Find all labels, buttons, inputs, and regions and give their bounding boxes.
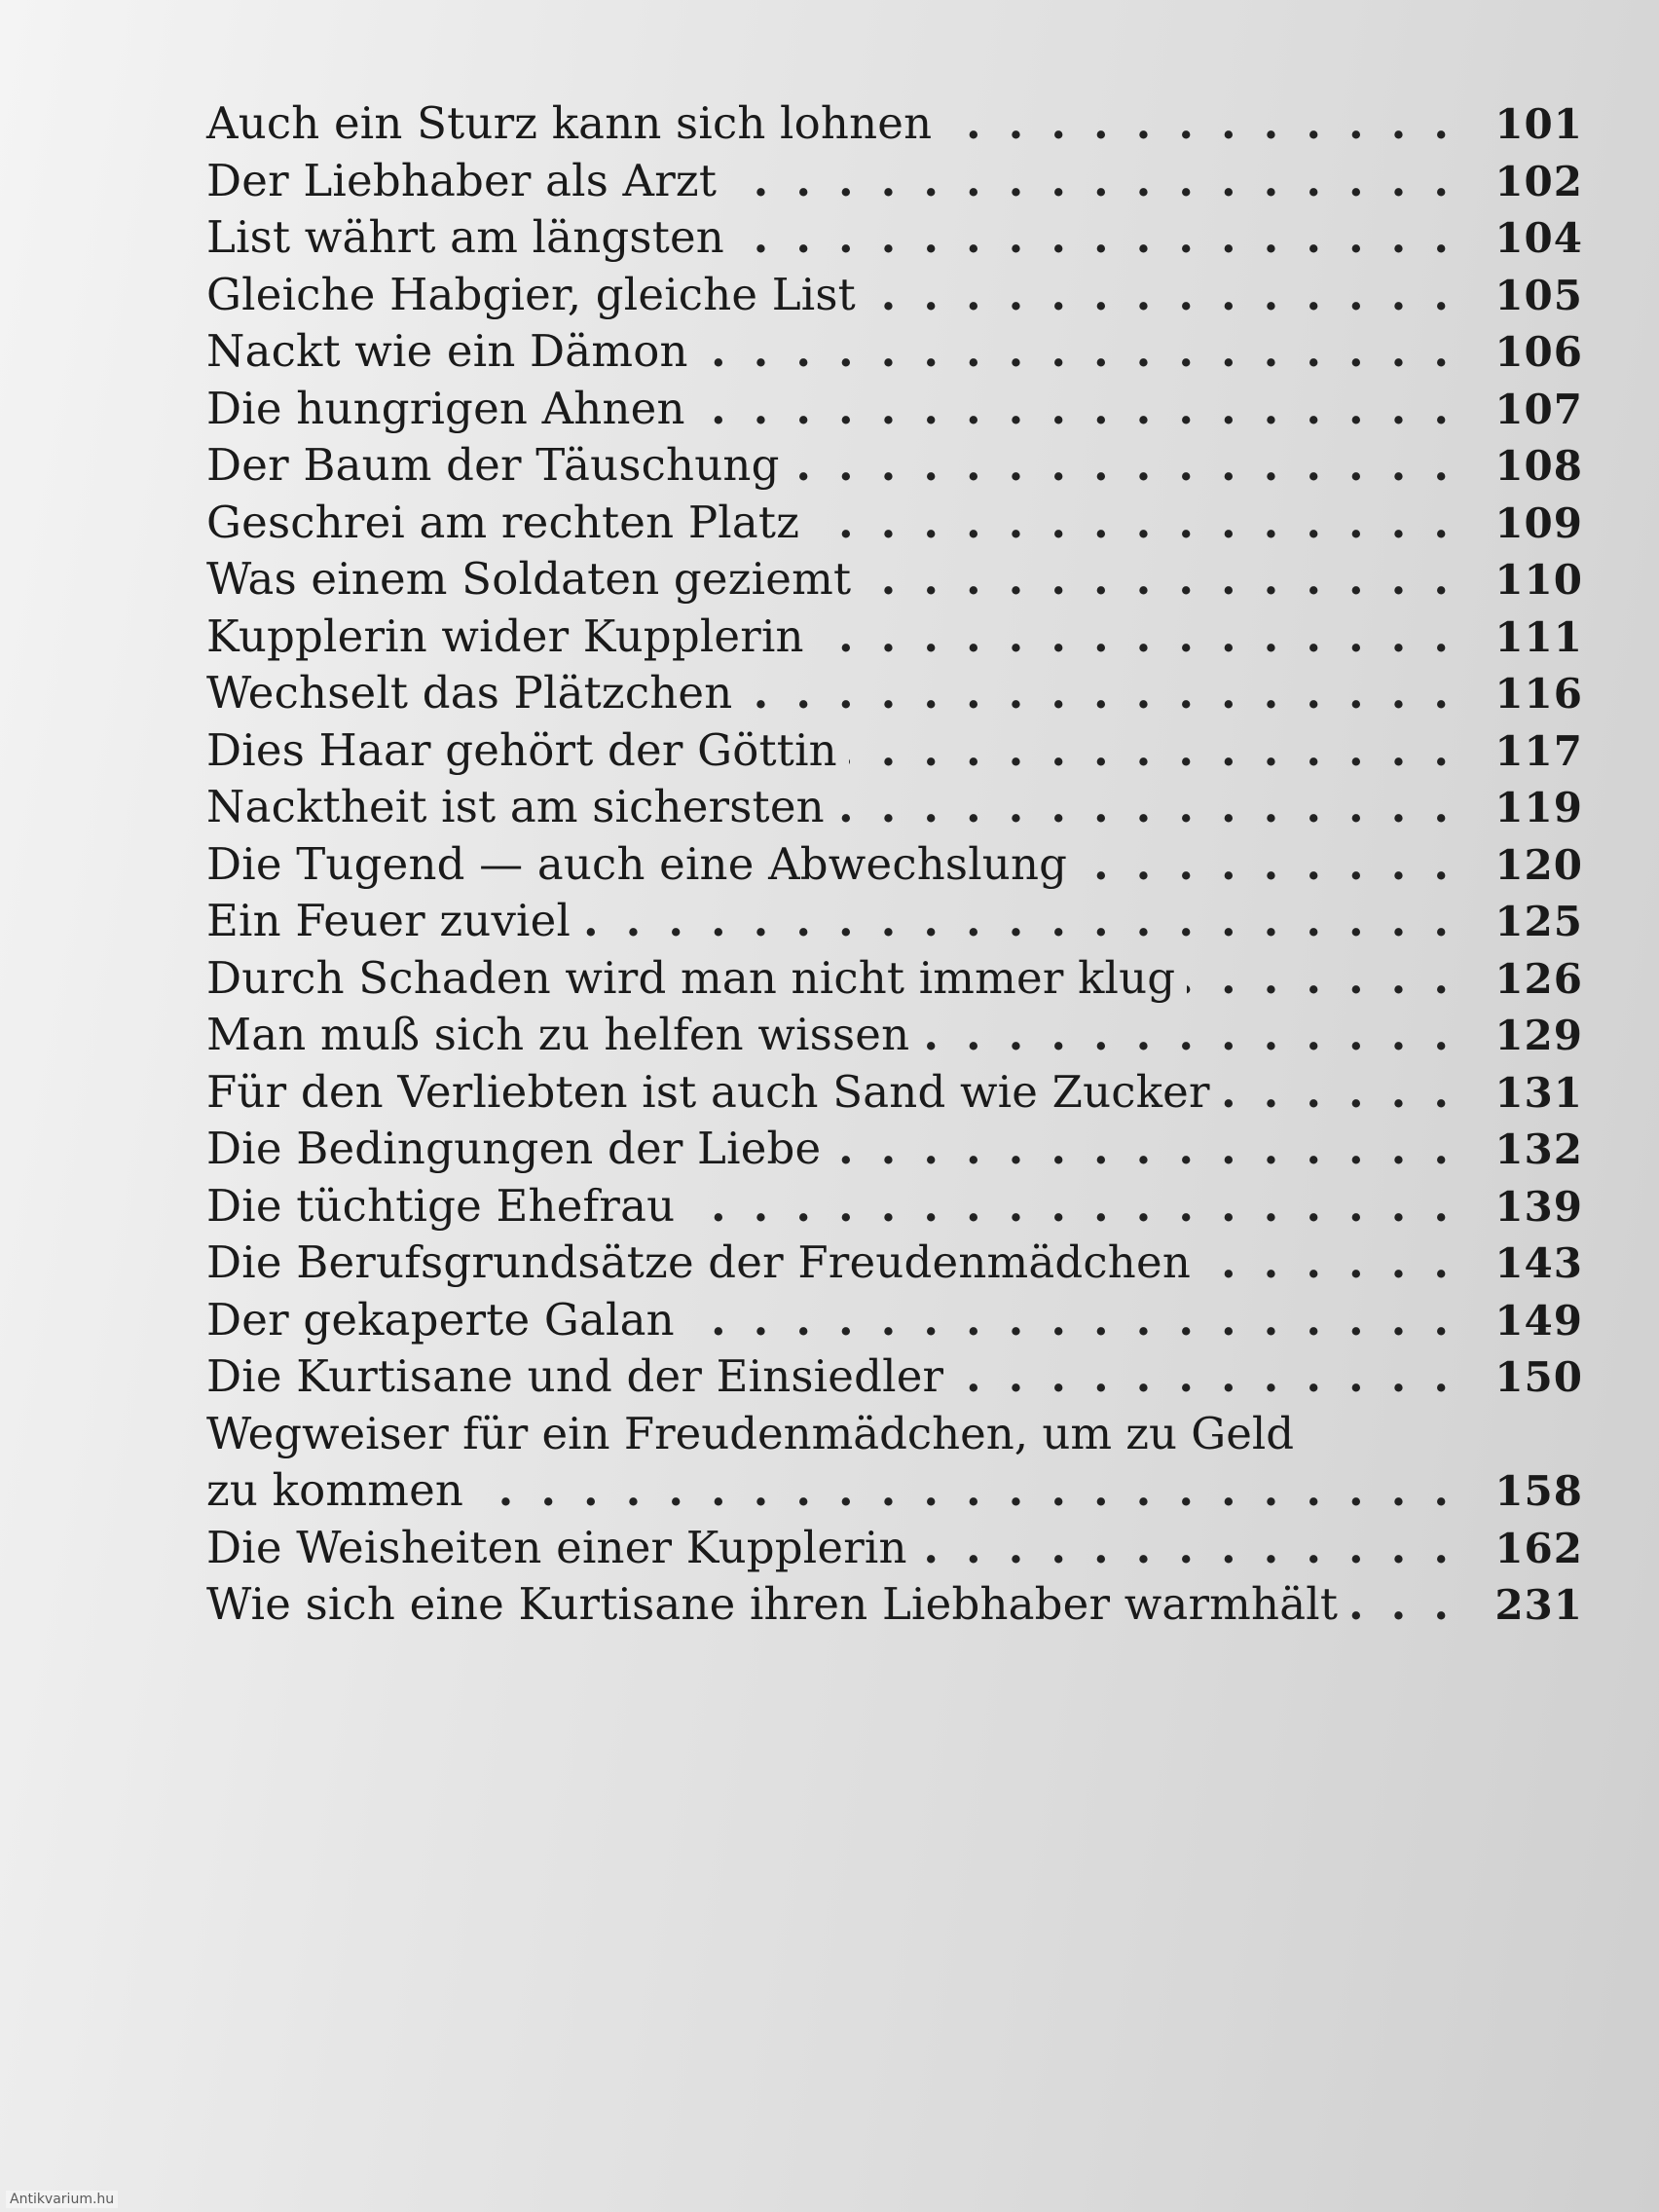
toc-entry bbox=[206, 95, 1583, 153]
entry-page-number: 117 bbox=[1494, 726, 1583, 775]
dot-leader bbox=[792, 437, 1476, 495]
toc-entry bbox=[206, 267, 1583, 324]
toc-entry bbox=[206, 1576, 1583, 1634]
dot-leader bbox=[863, 551, 1476, 608]
toc-entry bbox=[206, 1178, 1583, 1235]
entry-title: Kupplerin wider Kupplerin bbox=[206, 609, 804, 662]
dot-leader bbox=[686, 1178, 1476, 1235]
entry-page-number: 231 bbox=[1494, 1581, 1583, 1629]
entry-page-number: 131 bbox=[1494, 1068, 1583, 1117]
toc-entry bbox=[206, 893, 1583, 950]
toc-entry bbox=[206, 551, 1583, 608]
entry-page-number: 119 bbox=[1494, 784, 1583, 831]
entry-title: Die Weisheiten einer Kupplerin bbox=[206, 1521, 907, 1573]
toc-entry bbox=[206, 1292, 1583, 1349]
toc-entry bbox=[206, 323, 1583, 381]
dot-leader bbox=[728, 153, 1476, 210]
toc-entry bbox=[206, 608, 1583, 666]
toc-entry bbox=[206, 437, 1583, 495]
entry-page-number: 107 bbox=[1494, 385, 1583, 433]
entry-page-number: 101 bbox=[1494, 100, 1583, 148]
toc-entry bbox=[206, 665, 1583, 722]
entry-page-number: 132 bbox=[1494, 1125, 1583, 1173]
entry-page-number: 111 bbox=[1494, 612, 1583, 661]
entry-page-number: 104 bbox=[1494, 214, 1583, 262]
table-of-contents bbox=[206, 95, 1583, 1634]
entry-title: Nacktheit ist am sichersten bbox=[206, 781, 825, 832]
entry-page-number: 143 bbox=[1494, 1239, 1583, 1287]
toc-entry bbox=[206, 836, 1583, 894]
entry-title: Was einem Soldaten geziemt bbox=[206, 553, 852, 605]
toc-entry bbox=[206, 381, 1583, 438]
entry-title: Der Baum der Täuschung bbox=[206, 439, 780, 491]
entry-title: Der Liebhaber als Arzt bbox=[206, 154, 718, 206]
entry-page-number: 116 bbox=[1494, 670, 1583, 718]
dot-leader bbox=[1222, 1064, 1476, 1122]
entry-page-number: 108 bbox=[1494, 442, 1583, 490]
dot-leader bbox=[836, 779, 1476, 836]
entry-title-line-2: zu kommen bbox=[206, 1464, 464, 1516]
dot-leader bbox=[686, 1292, 1476, 1349]
entry-title: Der gekaperte Galan bbox=[206, 1293, 675, 1346]
dot-leader bbox=[1349, 1576, 1476, 1634]
entry-title-line-1: Wegweiser für ein Freudenmädchen, um zu Geld bbox=[206, 1407, 1295, 1459]
entry-page-number: 105 bbox=[1494, 271, 1583, 319]
entry-page-number: 139 bbox=[1494, 1182, 1583, 1231]
entry-title: Wie sich eine Kurtisane ihren Liebhaber warmhält bbox=[206, 1578, 1339, 1630]
dot-leader bbox=[582, 893, 1476, 950]
dot-leader bbox=[811, 495, 1476, 552]
dot-leader bbox=[832, 1121, 1476, 1178]
dot-leader bbox=[921, 1007, 1476, 1064]
toc-entry bbox=[206, 1064, 1583, 1122]
toc-entry-wrapped bbox=[206, 1406, 1583, 1520]
entry-page-number: 125 bbox=[1494, 898, 1583, 945]
toc-entry bbox=[206, 1121, 1583, 1178]
entry-title: Die Bedingungen der Liebe bbox=[206, 1123, 822, 1174]
entry-page-number: 109 bbox=[1494, 498, 1583, 547]
entry-title: Die tüchtige Ehefrau bbox=[206, 1179, 676, 1232]
entry-page-number: 120 bbox=[1494, 840, 1583, 889]
entry-page-number: 158 bbox=[1494, 1467, 1583, 1515]
toc-entry bbox=[206, 153, 1583, 210]
entry-title: Die Tugend — auch eine Abwechslung bbox=[206, 837, 1068, 890]
toc-entry bbox=[206, 1348, 1583, 1406]
entry-title: Wechselt das Plätzchen bbox=[206, 667, 733, 719]
dot-leader bbox=[1079, 836, 1476, 894]
entry-title: Ein Feuer zuviel bbox=[206, 895, 571, 946]
dot-leader bbox=[943, 95, 1476, 153]
entry-title: Man muß sich zu helfen wissen bbox=[206, 1009, 910, 1060]
dot-leader bbox=[867, 267, 1476, 324]
entry-page-number: 129 bbox=[1494, 1012, 1583, 1059]
entry-title: Die Berufsgrundsätze der Freudenmädchen bbox=[206, 1236, 1192, 1288]
entry-page-number: 162 bbox=[1494, 1524, 1583, 1572]
dot-leader bbox=[816, 608, 1476, 666]
entry-page-number: 106 bbox=[1494, 328, 1583, 376]
toc-entry bbox=[206, 209, 1583, 267]
entry-title: Nackt wie ein Dämon bbox=[206, 325, 688, 377]
entry-title: Für den Verliebten ist auch Sand wie Zucker bbox=[206, 1065, 1210, 1118]
entry-title: Gleiche Habgier, gleiche List bbox=[206, 268, 856, 320]
entry-page-number: 126 bbox=[1494, 954, 1583, 1003]
toc-entry bbox=[206, 1007, 1583, 1064]
entry-title: Auch ein Sturz kann sich lohnen bbox=[206, 97, 933, 149]
toc-entry bbox=[206, 722, 1583, 780]
toc-entry bbox=[206, 1235, 1583, 1292]
entry-page-number: 102 bbox=[1494, 157, 1583, 205]
dot-leader bbox=[475, 1462, 1476, 1520]
watermark-label: Antikvarium.hu bbox=[6, 2191, 118, 2208]
dot-leader bbox=[700, 323, 1476, 381]
entry-title: Geschrei am rechten Platz bbox=[206, 496, 800, 548]
entry-page-number: 150 bbox=[1494, 1353, 1583, 1401]
toc-entry bbox=[206, 950, 1583, 1008]
dot-leader bbox=[744, 665, 1476, 722]
entry-title: List währt am längsten bbox=[206, 211, 724, 263]
toc-entry-continuation bbox=[206, 1462, 1583, 1520]
entry-title: Durch Schaden wird man nicht immer klug bbox=[206, 951, 1176, 1004]
entry-title: Die Kurtisane und der Einsiedler bbox=[206, 1350, 944, 1402]
entry-page-number: 110 bbox=[1494, 556, 1583, 604]
dot-leader bbox=[849, 722, 1476, 780]
toc-entry bbox=[206, 1520, 1583, 1577]
dot-leader bbox=[736, 209, 1476, 267]
dot-leader bbox=[1187, 950, 1476, 1008]
entry-page-number: 149 bbox=[1494, 1296, 1583, 1345]
entry-title: Die hungrigen Ahnen bbox=[206, 382, 685, 434]
entry-title: Dies Haar gehört der Göttin bbox=[206, 723, 837, 776]
dot-leader bbox=[1202, 1235, 1476, 1292]
dot-leader bbox=[955, 1348, 1476, 1406]
toc-entry bbox=[206, 779, 1583, 836]
dot-leader bbox=[697, 381, 1476, 438]
toc-entry bbox=[206, 495, 1583, 552]
dot-leader bbox=[919, 1520, 1476, 1577]
